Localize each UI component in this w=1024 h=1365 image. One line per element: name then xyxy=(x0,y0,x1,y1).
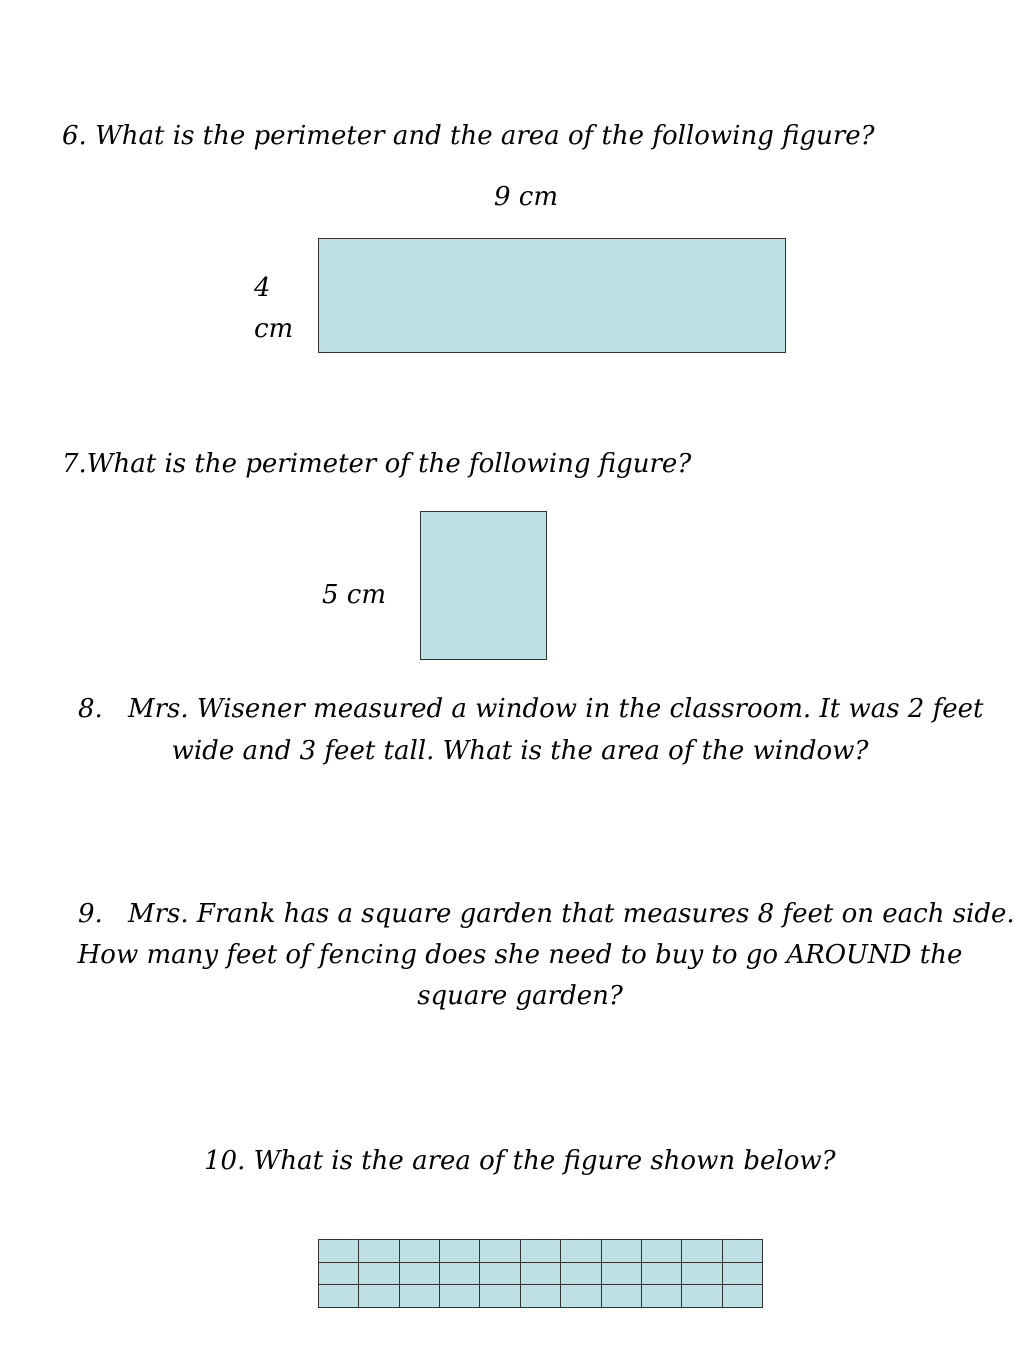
grid-row xyxy=(319,1240,763,1263)
grid-cell xyxy=(641,1240,681,1263)
grid-row xyxy=(319,1285,763,1308)
q7-question: 7.What is the perimeter of the following figure? xyxy=(62,449,692,479)
grid-cell xyxy=(641,1285,681,1308)
grid-row xyxy=(319,1262,763,1285)
grid-cell xyxy=(601,1262,641,1285)
grid-cell xyxy=(682,1240,722,1263)
grid-cell xyxy=(722,1262,762,1285)
q8-number: 8. xyxy=(78,694,103,724)
q9-line3: square garden? xyxy=(417,981,623,1011)
q7-side-label: 5 cm xyxy=(322,580,387,610)
grid-cell xyxy=(561,1262,601,1285)
q6-question: 6. What is the perimeter and the area of the following figure? xyxy=(62,121,875,151)
grid-cell xyxy=(561,1240,601,1263)
grid-cell xyxy=(682,1285,722,1308)
grid-cell xyxy=(399,1240,439,1263)
grid-cell xyxy=(601,1240,641,1263)
grid-cell xyxy=(399,1262,439,1285)
q10-question: 10. What is the area of the figure shown below? xyxy=(204,1146,836,1176)
q6-rectangle xyxy=(318,238,786,353)
grid-cell xyxy=(480,1262,520,1285)
grid-cell xyxy=(722,1285,762,1308)
grid-cell xyxy=(520,1262,560,1285)
q9-number: 9. xyxy=(78,899,103,929)
grid-cell xyxy=(440,1262,480,1285)
grid-cell xyxy=(399,1285,439,1308)
grid-cell xyxy=(359,1240,399,1263)
q9-line1: Mrs. Frank has a square garden that measures 8 feet on each side. xyxy=(128,899,1015,929)
q8-line2: wide and 3 feet tall. What is the area of the window? xyxy=(171,736,869,766)
grid-cell xyxy=(722,1240,762,1263)
grid-cell xyxy=(520,1285,560,1308)
q9-line2: How many feet of fencing does she need to buy to go AROUND the xyxy=(77,940,963,970)
q6-height-label-line2: cm xyxy=(254,314,294,344)
grid-cell xyxy=(440,1285,480,1308)
grid-cell xyxy=(641,1262,681,1285)
grid-cell xyxy=(561,1285,601,1308)
grid-cell xyxy=(359,1285,399,1308)
grid-cell xyxy=(601,1285,641,1308)
grid-cell xyxy=(319,1262,359,1285)
grid-cell xyxy=(682,1262,722,1285)
q7-square xyxy=(420,511,547,660)
q6-width-label: 9 cm xyxy=(494,182,559,212)
grid-cell xyxy=(480,1240,520,1263)
grid-cell xyxy=(319,1285,359,1308)
grid-cell xyxy=(319,1240,359,1263)
grid-cell xyxy=(359,1262,399,1285)
grid-cell xyxy=(520,1240,560,1263)
grid-cell xyxy=(440,1240,480,1263)
q8-line1: Mrs. Wisener measured a window in the classroom. It was 2 feet xyxy=(128,694,984,724)
q10-grid xyxy=(318,1239,763,1308)
q6-height-label-line1: 4 xyxy=(254,273,271,303)
grid-cell xyxy=(480,1285,520,1308)
